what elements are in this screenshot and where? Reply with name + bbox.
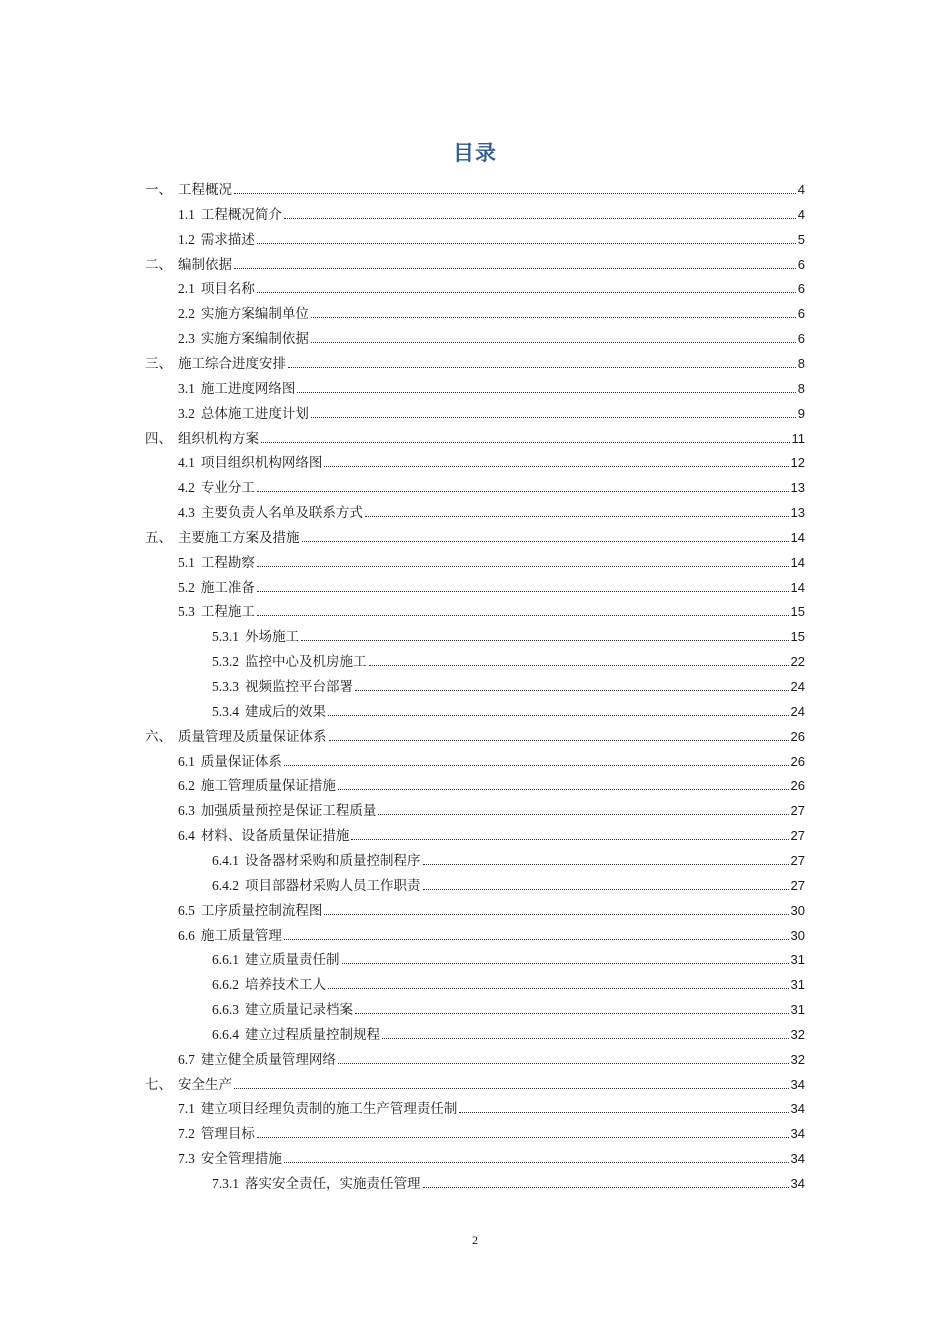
- toc-entry-number: 2.2: [178, 306, 195, 322]
- toc-entry[interactable]: [145, 180, 805, 205]
- toc-dot-leader: [351, 839, 788, 840]
- toc-entry-text: 落实安全责任，实施责任管理: [245, 1176, 421, 1192]
- toc-dot-leader: [324, 914, 788, 915]
- toc-entry-page: 34: [790, 1151, 805, 1167]
- toc-entry-page: 11: [791, 430, 805, 446]
- toc-entry[interactable]: [212, 627, 805, 652]
- toc-entry-text: 施工准备: [200, 579, 255, 596]
- toc-entry-text: 总体施工进度计划: [200, 405, 309, 422]
- toc-dot-leader: [257, 1137, 789, 1138]
- toc-entry-page: 30: [790, 927, 805, 943]
- toc-entry[interactable]: [145, 1075, 805, 1100]
- toc-entry[interactable]: [178, 1099, 805, 1124]
- toc-entry[interactable]: [178, 801, 805, 826]
- toc-dot-leader: [284, 1162, 789, 1163]
- toc-entry-page: 9: [797, 405, 805, 421]
- toc-entry-number: 1.2: [178, 231, 195, 247]
- toc-dot-leader: [284, 218, 796, 219]
- toc-entry-text: 主要负责人名单及联系方式: [200, 505, 363, 522]
- toc-entry-number: 7.1: [178, 1101, 195, 1117]
- toc-entry[interactable]: [178, 503, 805, 528]
- toc-entry-label: [178, 279, 255, 299]
- toc-entry-label: [178, 404, 309, 424]
- toc-entry-label: [212, 1025, 380, 1045]
- toc-dot-leader: [369, 665, 789, 666]
- toc-entry-page: 34: [790, 1176, 805, 1191]
- toc-entry-label: [178, 553, 255, 573]
- toc-entry-label: [212, 677, 353, 697]
- toc-entry-page: 24: [790, 679, 805, 694]
- toc-entry-text: 实施方案编制单位: [200, 306, 309, 323]
- toc-entry-label: [178, 801, 376, 821]
- toc-entry[interactable]: [178, 553, 805, 578]
- toc-dot-leader: [288, 367, 796, 368]
- toc-dot-leader: [311, 317, 796, 318]
- toc-entry-label: [212, 627, 299, 647]
- toc-entry-page: 6: [797, 281, 805, 297]
- toc-entry-label: [212, 702, 326, 722]
- toc-entry-number: 6.1: [178, 753, 195, 769]
- toc-entry-label: [178, 826, 349, 846]
- toc-entry-number: 6.6.1: [212, 952, 239, 968]
- toc-entry[interactable]: [212, 702, 805, 727]
- toc-entry-label: [178, 205, 282, 225]
- toc-entry[interactable]: [178, 453, 805, 478]
- toc-entry[interactable]: [212, 652, 805, 677]
- toc-entry[interactable]: [178, 1149, 805, 1174]
- toc-dot-leader: [382, 1038, 789, 1039]
- toc-entry-label: [178, 453, 322, 473]
- toc-entry[interactable]: [212, 677, 805, 702]
- toc-entry[interactable]: [212, 1025, 805, 1050]
- toc-entry-number: 5.1: [178, 554, 195, 570]
- toc-entry-number: 6.6.4: [212, 1026, 239, 1042]
- toc-dot-leader: [338, 1063, 789, 1064]
- toc-entry-number: 6.4: [178, 828, 195, 844]
- toc-entry-label: [145, 528, 300, 548]
- toc-entry-label: [178, 1050, 336, 1070]
- toc-entry-number: 6.5: [178, 902, 195, 918]
- toc-dot-leader: [355, 690, 789, 691]
- toc-entry-number: 4.2: [178, 480, 195, 496]
- toc-entry[interactable]: [178, 478, 805, 503]
- toc-entry-number: 6.6.3: [212, 1002, 239, 1018]
- toc-dot-leader: [365, 516, 789, 517]
- toc-entry-text: 管理目标: [200, 1126, 255, 1143]
- toc-dot-leader: [297, 392, 795, 393]
- toc-entry-text: 加强质量预控是保证工程质量: [200, 803, 377, 820]
- toc-entry-page: 14: [790, 529, 805, 545]
- toc-dot-leader: [324, 466, 788, 467]
- toc-entry-text: 外场施工: [245, 629, 299, 646]
- toc-dot-leader: [423, 1187, 789, 1188]
- toc-entry-page: 4: [797, 182, 805, 197]
- toc-entry-label: [145, 1075, 232, 1095]
- toc-entry-label: [178, 776, 336, 796]
- toc-entry-label: [178, 578, 255, 598]
- toc-entry-label: [178, 1124, 255, 1144]
- toc-entry[interactable]: [178, 752, 805, 777]
- toc-entry-number: 6.2: [178, 778, 195, 794]
- toc-entry-text: 培养技术工人: [245, 977, 326, 994]
- toc-entry-text: 施工综合进度安排: [178, 355, 286, 372]
- toc-entry-number: 三、: [145, 355, 172, 371]
- toc-entry-text: 工程概况简介: [200, 206, 282, 223]
- toc-dot-leader: [284, 939, 789, 940]
- toc-dot-leader: [257, 243, 796, 244]
- toc-entry-number: 5.3: [178, 604, 195, 620]
- toc-entry-number: 6.7: [178, 1051, 195, 1067]
- toc-entry-page: 13: [790, 505, 805, 521]
- toc-dot-leader: [234, 268, 796, 269]
- toc-entry-number: 4.3: [178, 505, 195, 521]
- toc-entry-text: 需求描述: [200, 231, 255, 248]
- toc-entry[interactable]: [178, 901, 805, 926]
- toc-entry[interactable]: [145, 429, 805, 454]
- toc-entry[interactable]: [178, 379, 805, 404]
- toc-entry[interactable]: [212, 975, 805, 1000]
- toc-entry[interactable]: [212, 950, 805, 975]
- toc-entry[interactable]: [178, 926, 805, 951]
- toc-dot-leader: [301, 640, 789, 641]
- toc-entry[interactable]: [212, 876, 805, 901]
- toc-entry[interactable]: [212, 1174, 805, 1199]
- toc-entry-text: 施工质量管理: [200, 927, 282, 944]
- toc-entry-page: 6: [797, 331, 805, 347]
- toc-entry[interactable]: [178, 205, 805, 230]
- toc-entry-page: 26: [790, 778, 805, 794]
- toc-entry-page: 15: [790, 604, 805, 620]
- toc-dot-leader: [311, 417, 796, 418]
- toc-entry-label: [178, 230, 255, 250]
- toc-entry-page: 32: [790, 1051, 805, 1067]
- toc-entry-number: 6.3: [178, 803, 195, 819]
- toc-entry[interactable]: [178, 1050, 805, 1075]
- toc-entry-page: 6: [797, 256, 805, 272]
- toc-entry-label: [212, 1000, 353, 1020]
- toc-entry-label: [178, 503, 363, 523]
- toc-entry-label: [212, 652, 367, 672]
- toc-entry-text: 建成后的效果: [245, 703, 326, 720]
- toc-entry[interactable]: [178, 279, 805, 304]
- toc-entry-page: 31: [790, 1002, 805, 1018]
- toc-entry[interactable]: [178, 602, 805, 627]
- toc-entry[interactable]: [178, 826, 805, 851]
- toc-entry-text: 监控中心及机房施工: [245, 654, 367, 671]
- toc-title: 目录: [453, 141, 497, 165]
- toc-dot-leader: [257, 591, 789, 592]
- toc-dot-leader: [257, 566, 789, 567]
- toc-dot-leader: [338, 789, 789, 790]
- toc-entry-label: [212, 975, 326, 995]
- toc-entry[interactable]: [145, 255, 805, 280]
- toc-entry-page: 34: [790, 1126, 805, 1142]
- toc-dot-leader: [257, 491, 789, 492]
- toc-dot-leader: [342, 963, 789, 964]
- toc-entry-number: 7.2: [178, 1126, 195, 1142]
- toc-entry-label: [178, 478, 255, 498]
- toc-entry-page: 34: [790, 1076, 805, 1092]
- toc-entry-page: 4: [797, 206, 805, 222]
- toc-dot-leader: [234, 193, 796, 194]
- toc-entry-label: [178, 379, 295, 399]
- toc-entry-page: 27: [790, 828, 805, 844]
- toc-entry-page: 14: [790, 579, 805, 595]
- toc-entry-label: [212, 876, 421, 896]
- toc-entry-text: 质量保证体系: [200, 753, 282, 770]
- toc-entry-number: 4.1: [178, 455, 195, 471]
- toc-entry-number: 6.4.1: [212, 852, 239, 868]
- toc-entry-number: 6.6.2: [212, 977, 239, 993]
- toc-entry-page: 22: [790, 654, 805, 670]
- toc-entry[interactable]: [145, 528, 805, 553]
- toc-dot-leader: [234, 1088, 789, 1089]
- toc-entry-number: 1.1: [178, 206, 195, 222]
- toc-entry-page: 27: [790, 803, 805, 819]
- toc-entry-number: 七、: [145, 1076, 172, 1092]
- toc-entry-page: 5: [797, 231, 805, 247]
- toc-entry-text: 项目名称: [200, 281, 255, 298]
- toc-entry-page: 30: [790, 902, 805, 918]
- toc-entry-page: 27: [790, 877, 805, 893]
- toc-entry-text: 建立项目经理负责制的施工生产管理责任制: [200, 1101, 458, 1118]
- toc-entry-label: [212, 950, 340, 970]
- toc-dot-leader: [284, 765, 789, 766]
- toc-entry-label: [145, 727, 327, 747]
- toc-entry-text: 建立质量责任制: [245, 952, 340, 969]
- toc-dot-leader: [459, 1112, 788, 1113]
- toc-entry-page: 14: [790, 554, 805, 570]
- toc-entry-text: 工程施工: [200, 604, 255, 621]
- toc-entry-number: 3.1: [178, 380, 195, 396]
- toc-entry-text: 实施方案编制依据: [200, 331, 309, 348]
- toc-entry-label: [178, 304, 309, 324]
- toc-entry[interactable]: [178, 329, 805, 354]
- toc-entry-text: 工程勘察: [200, 554, 255, 571]
- toc-entry-number: 5.3.1: [212, 629, 239, 645]
- toc-entry-page: 12: [790, 455, 805, 471]
- toc-entry-label: [145, 429, 259, 449]
- toc-entry-page: 31: [790, 952, 805, 968]
- toc-entry-text: 建立健全质量管理网络: [200, 1051, 336, 1068]
- toc-entry-number: 7.3.1: [212, 1176, 239, 1191]
- toc-dot-leader: [329, 740, 789, 741]
- toc-entry-page: 26: [790, 728, 805, 744]
- toc-entry-page: 26: [790, 753, 805, 769]
- toc-entry[interactable]: [212, 851, 805, 876]
- toc-dot-leader: [423, 864, 789, 865]
- toc-entry-text: 安全管理措施: [200, 1151, 282, 1168]
- toc-entry-number: 7.3: [178, 1151, 195, 1167]
- toc-entry-label: [178, 602, 255, 622]
- toc-entry-label: [145, 180, 232, 200]
- toc-entry-text: 质量管理及质量保证体系: [178, 728, 327, 745]
- toc-entry-text: 工序质量控制流程图: [200, 902, 323, 919]
- toc-entry-text: 项目组织机构网络图: [200, 455, 323, 472]
- toc-entry[interactable]: [178, 304, 805, 329]
- toc-dot-leader: [257, 615, 789, 616]
- toc-entry-text: 视频监控平台部署: [245, 679, 353, 695]
- toc-entry-number: 6.6: [178, 927, 195, 943]
- toc-dot-leader: [328, 988, 789, 989]
- toc-entry-page: 24: [790, 703, 805, 719]
- toc-entry-page: 31: [790, 977, 805, 993]
- toc-entry-text: 项目部器材采购人员工作职责: [245, 877, 421, 894]
- toc-entry[interactable]: [145, 354, 805, 379]
- toc-entry-page: 34: [790, 1101, 805, 1117]
- toc-entry-number: 5.3.3: [212, 679, 239, 694]
- toc-entry[interactable]: [178, 230, 805, 255]
- toc-entry-number: 3.2: [178, 405, 195, 421]
- toc-entry-page: 13: [790, 480, 805, 496]
- toc-dot-leader: [328, 715, 789, 716]
- toc-entry-text: 组织机构方案: [178, 430, 259, 447]
- toc-entry-label: [178, 1149, 282, 1169]
- toc-entry-page: 8: [797, 380, 805, 396]
- toc-entry[interactable]: [178, 776, 805, 801]
- toc-entry-page: 8: [797, 355, 805, 371]
- toc-dot-leader: [311, 342, 796, 343]
- toc-entry-number: 5.2: [178, 579, 195, 595]
- toc-entry-label: [178, 901, 322, 921]
- toc-entry-page: 32: [790, 1026, 805, 1042]
- toc-entry-label: [212, 851, 421, 871]
- toc-entry-text: 施工管理质量保证措施: [200, 778, 336, 795]
- toc-entry-text: 安全生产: [178, 1076, 232, 1093]
- toc-entry-text: 主要施工方案及措施: [178, 529, 300, 546]
- toc-entry-text: 建立质量记录档案: [245, 1002, 353, 1019]
- toc-entry-label: [145, 255, 232, 275]
- toc-entry-page: 6: [797, 306, 805, 322]
- toc-entry-page: 27: [790, 852, 805, 868]
- toc-entry-label: [178, 752, 282, 772]
- toc-entry-number: 2.1: [178, 281, 195, 297]
- toc-entry-number: 6.4.2: [212, 877, 239, 893]
- toc-entry-text: 工程概况: [178, 182, 232, 198]
- toc-entry-number: 2.3: [178, 331, 195, 347]
- toc-dot-leader: [257, 292, 796, 293]
- toc-entry-text: 专业分工: [200, 480, 255, 497]
- toc-entry-number: 二、: [145, 256, 172, 272]
- toc-entry-text: 编制依据: [178, 256, 232, 273]
- toc-dot-leader: [355, 1013, 789, 1014]
- toc-entry-number: 六、: [145, 728, 172, 744]
- toc-entry-text: 材料、设备质量保证措施: [200, 828, 350, 845]
- toc-entry-label: [212, 1174, 421, 1194]
- toc-entry[interactable]: [178, 404, 805, 429]
- toc-entry-number: 5.3.4: [212, 703, 239, 719]
- toc-entry[interactable]: [178, 578, 805, 603]
- toc-entry-number: 四、: [145, 430, 172, 446]
- toc-entry[interactable]: [212, 1000, 805, 1025]
- toc-dot-leader: [423, 889, 789, 890]
- toc-dot-leader: [261, 442, 790, 443]
- toc-dot-leader: [378, 814, 788, 815]
- toc-entry-number: 5.3.2: [212, 654, 239, 670]
- toc-entry[interactable]: [145, 727, 805, 752]
- toc-entry[interactable]: [178, 1124, 805, 1149]
- toc-entry-text: 施工进度网络图: [200, 380, 296, 397]
- toc-entry-label: [178, 329, 309, 349]
- toc-entry-number: 五、: [145, 529, 172, 545]
- toc-entry-page: 15: [790, 629, 805, 645]
- toc-entry-label: [145, 354, 286, 374]
- toc-entry-label: [178, 1099, 457, 1119]
- page-number: 2: [472, 1233, 478, 1247]
- toc-entry-label: [178, 926, 282, 946]
- toc-entry-number: 一、: [145, 182, 172, 197]
- toc-entry-text: 设备器材采购和质量控制程序: [245, 852, 421, 869]
- toc-dot-leader: [302, 541, 789, 542]
- toc-entry-text: 建立过程质量控制规程: [245, 1026, 380, 1043]
